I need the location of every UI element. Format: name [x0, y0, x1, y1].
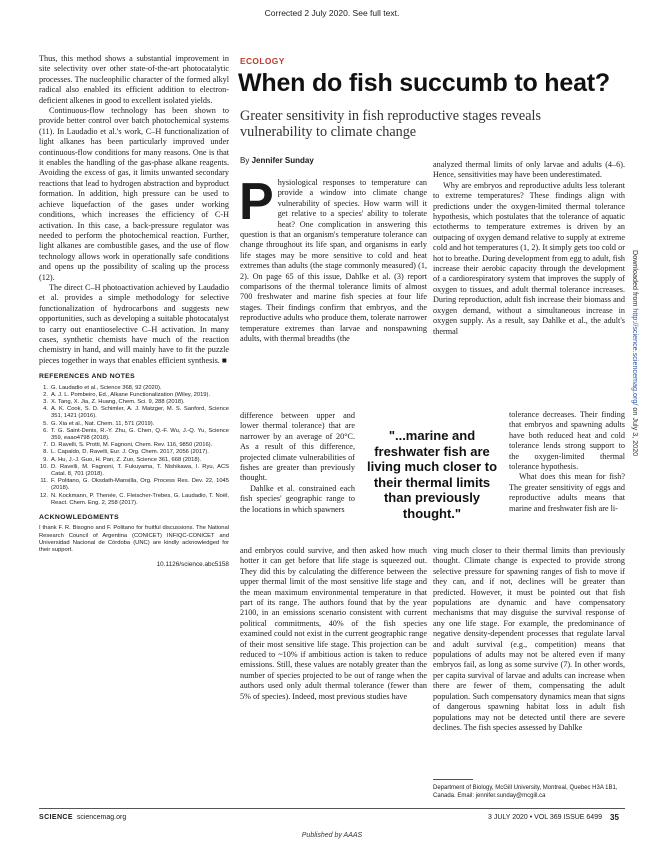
reference-number: 8. [43, 449, 48, 456]
article-paragraph: ving much closer to their thermal limits than previously thought. Climate change is expected to provide strong selective pressure for spawning ranges of fish to move if they can, and if not, declines will be greater than predicted. However, it must be pointed out that fish populations are dynamic and have compensatory mechanisms that may disguise the survival response of any one life stage. For example, the predominance of negative density-dependent processes that regulate larval and adult survival (e.g., competition) means that populations of adults may not be altered even if many embryos fail, as long as some survive (7). In other words, per capita survival of larvae and adults can increase when there are fewer of them, compensating the adult population. Such compensatory dynamics mean that signs of dangerous spawning habitat loss in adult fish populations may not be detected until there are severe declines. The fish species assessed by Dahlke [433, 546, 625, 732]
article-paragraph: analyzed thermal limits of only larvae and adults (4–6). Hence, sensitivities may have been underestimated. [433, 160, 625, 180]
article-paragraph: What does this mean for fish? The greater sensitivity of eggs and reproductive adults means that marine and freshwater fish are li- [509, 472, 625, 513]
reference-text: G. Xia et al., Nat. Chem. 11, 571 (2019). [51, 420, 155, 427]
author-affiliation: Department of Biology, McGill University, Montreal, Quebec H3A 1B1, Canada. Email: jennifer.sunday@mcgill.ca [433, 785, 618, 799]
download-prefix: Downloaded from [631, 250, 640, 309]
reference-number: 2. [43, 391, 48, 398]
reference-item [39, 493, 229, 507]
footer-issue: 3 JULY 2020 • VOL 369 ISSUE 6499 [487, 814, 602, 821]
acknowledgments-text: I thank F. R. Bisogno and F. Politano for fruitful discussions. The National Research Council of Argentina (CONICET) INFIQC-CONICET and Universidad Nacional de Córdoba (UNC) are kindly acknowledged for their support. [39, 525, 229, 554]
reference-item [39, 457, 229, 464]
reference-text: D. Ravelli, S. Protti, M. Fagnoni, Chem. Rev. 116, 9850 (2016). [51, 442, 213, 449]
article-column-1-lower [240, 546, 427, 702]
article-paragraph: tolerance decreases. Their finding that embryos and spawning adults have both reduced heat and cold tolerance lends strong support to the oxygen-limited thermal tolerance hypothesis. [509, 410, 625, 472]
article-lead-paragraph: Physiological responses to temperature can provide a window into climate change vulnerability of species. How warm will it get relative to a species' ability to tolerate heat? One complication in answering this question is that an organism's temperature tolerance can change throughout its life span, and organisms in early life stages may be more sensitive to cold and heat extremes than adults (the stage commonly measured) (1, 2). On page 65 of this issue, Dahlke et al. (3) report comparisons of the thermal tolerance limits of almost 700 freshwater and marine fish species at four life stages. Their findings confirm that embryos, and the reproductive adults who produce them, tolerate narrower temperature extremes than larvae and nonspawning adults, with thermal breadths (the [239, 173, 427, 344]
page-number: 35 [610, 813, 619, 822]
reference-text: A. Hu, J.-J. Guo, H. Pan, Z. Zuo, Science 361, 668 (2018). [51, 456, 202, 463]
drop-cap: P [239, 173, 274, 231]
article-paragraph: Dahlke et al. constrained each fish species' geographic range to the locations in which spawners [240, 483, 355, 514]
reference-number: 9. [43, 456, 48, 463]
article-column-2-narrow [509, 410, 625, 514]
footer-rule [39, 808, 625, 809]
reference-item [39, 406, 229, 420]
left-paragraph: Thus, this method shows a substantial improvement in site selectivity over other state-of-the-art photocatalytic processes. The nucleophilic character of the formed alkyl radical also enabled its efficient addition to electron-deficient alkenes in good to excellent isolated yields. [39, 54, 229, 105]
acknowledgments-heading: ACKNOWLEDGMENTS [39, 514, 120, 522]
section-label: ECOLOGY [240, 56, 285, 66]
reference-number: 10. [39, 463, 48, 470]
article-column-2-lower [433, 546, 625, 733]
references-heading: REFERENCES AND NOTES [39, 373, 136, 381]
reference-text: A. J. L. Pombeiro, Ed., Alkane Functionalization (Wiley, 2019). [51, 391, 211, 398]
reference-item [39, 442, 229, 449]
references-list [39, 385, 229, 507]
reference-item [39, 385, 229, 392]
reference-item [39, 392, 229, 399]
reference-number: 6. [43, 427, 48, 434]
article-title: When do fish succumb to heat? [238, 69, 610, 97]
pull-quote: "...marine and freshwater fish are living much closer to their thermal limits than previously thought." [366, 428, 498, 521]
byline-prefix: By [240, 156, 252, 165]
reference-text: G. Laudadio et al., Science 368, 92 (2020). [51, 384, 162, 391]
author-name: Jennifer Sunday [251, 156, 314, 165]
download-link[interactable]: http://science.sciencemag.org/ [631, 308, 640, 406]
reference-text: A. K. Cook, S. D. Schimler, A. J. Matzger, M. S. Sanford, Science 351, 1421 (2016). [51, 406, 229, 420]
article-dek: Greater sensitivity in fish reproductive stages reveals vulnerability to climate change [240, 108, 541, 140]
article-paragraph: Why are embryos and reproductive adults less tolerant to extreme temperatures? These findings align with predictions under the oxygen-limited thermal tolerance hypothesis, which postulates that the tolerance of aquatic ectotherms to temperature extremes is driven by an outpacing of oxygen demand relative to supply at extreme cold and hot temperatures (1, 2). It simply gets too cold or hot to breathe. During development from egg to adult, fish increase their aerobic capacity through the development of a cardiorespiratory system that improves the supply of oxygen to tissues, and adult thermal tolerance increases. During reproduction, adult fish increase their biomass and oxygen demand, without a simultaneous increase in oxygen supply. As a result, say Dahlke et al., the adult's thermal [433, 180, 625, 336]
reference-item [39, 449, 229, 456]
reference-text: T. G. Saint-Denis, R.-Y. Zhu, G. Chen, Q.-F. Wu, J.-Q. Yu, Science 359, eaao4798 (2018). [51, 427, 229, 442]
article-column-1 [239, 173, 427, 345]
left-paragraph: Continuous-flow technology has been shown to provide better control over batch photochemical systems (11). In Laudadio et al.'s work, C–H functionalization of light alkanes has been particularly improved under continuous-flow conditions for many reasons. One is that it enables the handling of the gas-phase alkane reagents. Avoiding the excess of gas, it limits unwanted secondary reactions that lead to hydrogen abstraction and byproduct formation. In addition, high pressure can be used to achieve liquefaction of the gases under working conditions, which increases the efficiency of C-H activation. In this case, a back-pressure regulator was needed to perform the photochemical reaction. Further, light alkanes are combustible gases, and the use of flow technology allows work in operationally safe conditions and opens up the possibility of scaling up the process (12). [39, 106, 229, 282]
left-paragraph: The direct C–H photoactivation achieved by Laudadio et al. provides a simple methodology for selective functionalization of hydrocarbons and suggests new opportunities, such as developing a suitable photocatalyst to carry out enantioselective C–H activation. In many cases, synthetic chemists have much of the reaction chemistry in hand, and will mainly have to fit the puzzle pieces together in ways that enables efficient synthesis. ■ [39, 282, 229, 365]
reference-number: 3. [43, 399, 48, 405]
reference-number: 12. [39, 492, 48, 499]
download-note [630, 250, 640, 550]
left-column [39, 54, 229, 571]
journal-site: sciencemag.org [76, 814, 127, 821]
correction-notice: Corrected 2 July 2020. See full text. [264, 8, 400, 18]
reference-item [39, 478, 229, 492]
article-paragraph: difference between upper and lower thermal tolerance) that are narrower by an average of 20°C. As a result of this difference, projected climate vulnerabilities of fishes are greater than previously thought. [240, 411, 355, 483]
byline [240, 156, 314, 165]
journal-name: SCIENCE [39, 814, 73, 821]
footer-left [39, 814, 126, 821]
reference-number: 4. [43, 406, 48, 413]
reference-number: 7. [43, 442, 48, 449]
reference-text: L. Capaldo, D. Ravelli, Eur. J. Org. Chem. 2017, 2056 (2017). [51, 449, 209, 456]
download-suffix: on July 3, 2020 [631, 405, 640, 457]
article-column-2 [433, 160, 625, 337]
reference-item [39, 464, 229, 478]
reference-text: D. Ravelli, M. Fagnoni, T. Fukuyama, T. Nishikawa, I. Ryu, ACS Catal. 8, 701 (2018). [51, 463, 229, 478]
reference-text: F. Politano, G. Oksdath-Mansilla, Org. Process Res. Dev. 22, 1045 (2018). [51, 478, 229, 492]
reference-text: N. Kockmann, P. Thenée, C. Fleischer-Trebes, G. Laudadio, T. Noël, React. Chem. Eng. 2, 258 (2017). [51, 492, 229, 506]
reference-item [39, 428, 229, 442]
affiliation-rule [433, 779, 473, 780]
reference-item [39, 399, 229, 406]
doi: 10.1126/science.abc5158 [156, 561, 229, 569]
reference-text: X. Tang, X. Jia, Z. Huang, Chem. Sci. 9, 288 (2018). [51, 399, 185, 405]
published-by: Published by AAAS [301, 832, 363, 839]
article-paragraph: and embryos could survive, and then asked how much hotter it can get before that life stage is squeezed out. They did this by calculating the difference between the upper thermal limit of the most sensitive life stage and the mean maximum environmental temperature in that part of its range. The authors found that by the year 2100, in an emissions scenario consistent with current political commitments, 40% of the fish species examined could not exist in the current geographic range of their most sensitive life stage. This projection can be reduced to ~10% if ambitious action is taken to reduce emissions. Still, these values are notably greater than the number of species projected to be out of range when the authors used only adult thermal tolerance (fewer than 5% of species). Indeed, most previous studies have [240, 546, 427, 701]
reference-number: 11. [40, 478, 48, 485]
reference-number: 1. [43, 384, 48, 391]
article-column-1-narrow [240, 411, 355, 515]
reference-item [39, 421, 229, 428]
reference-number: 5. [43, 420, 48, 427]
